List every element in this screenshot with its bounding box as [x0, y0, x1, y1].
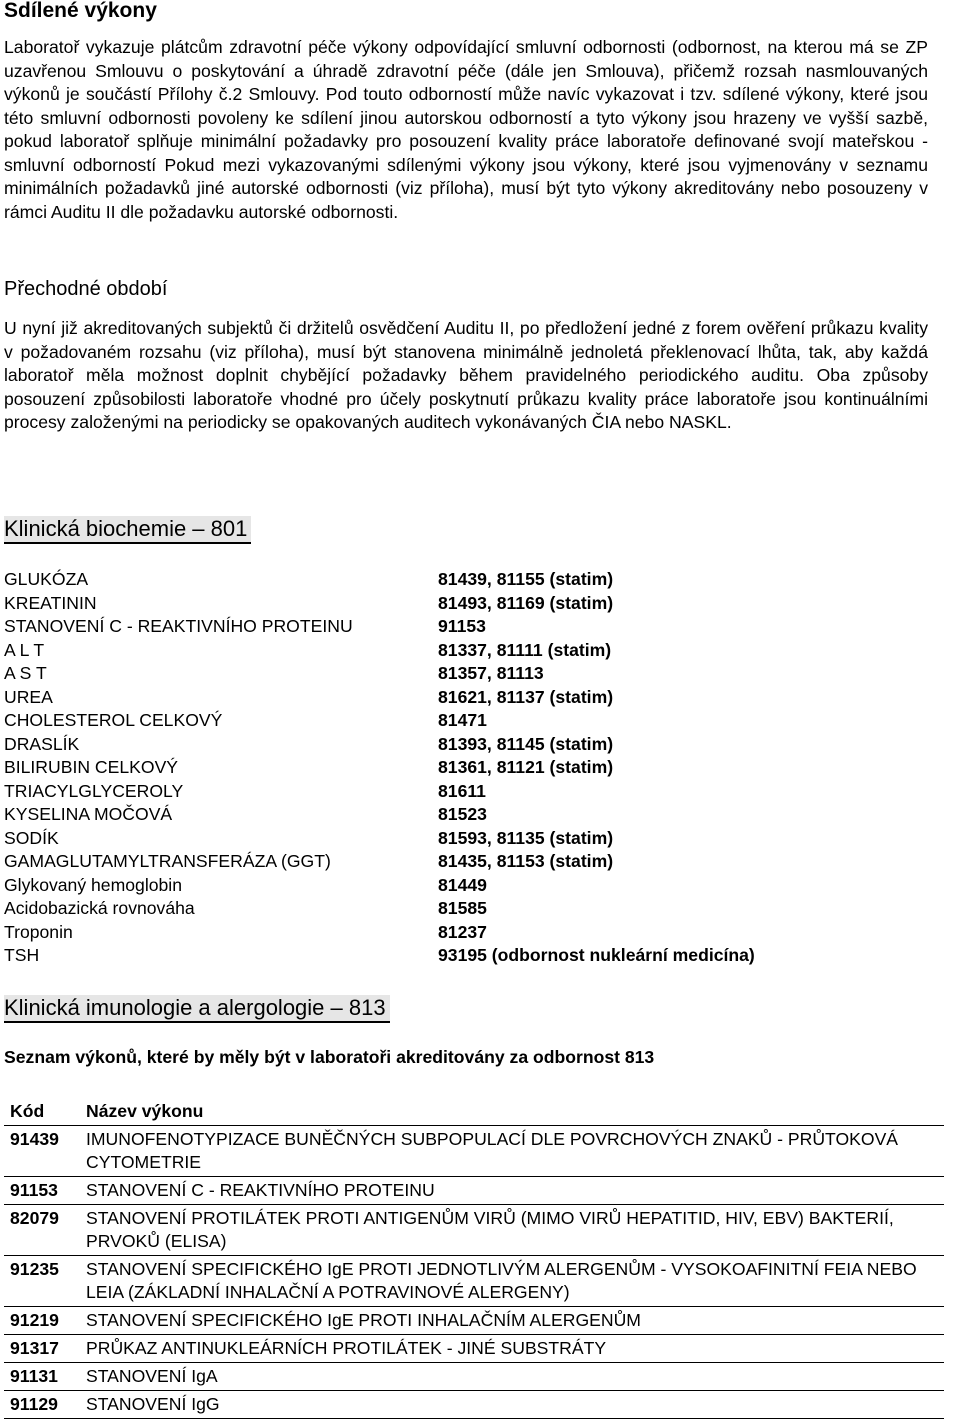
document-page [4, 0, 928, 1414]
table-row [4, 1177, 944, 1205]
biochemistry-list [4, 568, 928, 968]
list-item [4, 686, 928, 710]
list-item [4, 615, 928, 639]
list-item [4, 709, 928, 733]
test-name: KREATININ [4, 592, 97, 613]
procedure-name: IMUNOFENOTYPIZACE BUNĚČNÝCH SUBPOPULACÍ DLE POVRCHOVÝCH ZNAKŮ - PRŮTOKOVÁ CYTOMETRIE [80, 1126, 944, 1177]
test-codes: 81449 [438, 874, 487, 895]
table-row [4, 1335, 944, 1363]
list-item [4, 756, 928, 780]
list-item [4, 733, 928, 757]
test-codes: 81593, 81135 (statim) [438, 827, 614, 848]
immunology-subtitle: Seznam výkonů, které by měly být v laboratoři akreditovány za odbornost 813 [4, 1047, 655, 1067]
column-header-name: Název výkonu [80, 1098, 944, 1126]
test-codes: 81435, 81153 (statim) [438, 851, 614, 871]
test-codes: 81493, 81169 (statim) [438, 592, 614, 613]
list-item [4, 897, 928, 921]
list-item [4, 827, 928, 851]
test-name: GLUKÓZA [4, 569, 89, 589]
procedure-name: PRŮKAZ ANTINUKLEÁRNÍCH PROTILÁTEK - JINÉ SUBSTRÁTY [80, 1335, 944, 1363]
test-name: STANOVENÍ C - REAKTIVNÍHO PROTEINU [4, 616, 353, 636]
section-heading-transition: Přechodné období [4, 278, 168, 300]
table-row [4, 1126, 944, 1177]
test-codes: 81439, 81155 (statim) [438, 569, 614, 589]
table-row [4, 1363, 944, 1391]
test-codes: 81621, 81137 (statim) [438, 686, 614, 707]
section-heading-immunology-text: Klinická imunologie a alergologie – 813 [4, 995, 390, 1023]
procedure-name: STANOVENÍ IgA [80, 1363, 944, 1391]
test-name: DRASLÍK [4, 733, 80, 754]
test-name: Acidobazická rovnováha [4, 898, 195, 918]
intro-paragraph: Laboratoř vykazuje plátcům zdravotní péče výkony odpovídající smluvní odbornosti (odbornost, na kterou má se ZP uzavřenou Smlouvu o poskytování a úhradě zdravotní péče (dále jen Smlouva), přičemž rozsah nasmlouvaných výkonů je součástí Přílohy č.2 Smlouvy. Pod touto odborností může navíc vykazovat i tzv. sdílené výkony, které jsou této smluvní odbornosti povoleny ke sdílení jinou autorskou odborností a tyto výkony jsou hrazeny ve vyšší sazbě, pokud laboratoř splňuje minimální požadavky pro posouzení kvality práce laboratoře definované svojí mateřskou - smluvní odborností Pokud mezi vykazovanými sdílenými výkony jsou výkony, které jsou vyjmenovány v seznamu minimálních požadavků jiné autorské odbornosti (viz příloha), musí být tyto výkony akreditovány nebo posouzeny v rámci Auditu II dle požadavku autorské odbornosti. [4, 37, 928, 222]
table-row [4, 1205, 944, 1256]
procedure-code: 82079 [4, 1205, 80, 1256]
test-name: CHOLESTEROL CELKOVÝ [4, 710, 223, 730]
procedure-code: 91235 [4, 1256, 80, 1307]
procedure-name: STANOVENÍ IgG [80, 1391, 944, 1419]
list-item [4, 592, 928, 616]
list-item [4, 568, 928, 592]
test-name: SODÍK [4, 827, 59, 848]
test-name: A S T [4, 663, 47, 683]
test-codes: 93195 (odbornost nukleární medicína) [438, 945, 755, 965]
test-codes: 81471 [438, 710, 487, 730]
immunology-table [4, 1098, 944, 1419]
test-name: KYSELINA MOČOVÁ [4, 804, 173, 824]
test-name: A L T [4, 639, 45, 660]
procedure-code: 91317 [4, 1335, 80, 1363]
procedure-code: 91219 [4, 1307, 80, 1335]
test-codes: 81237 [438, 921, 487, 942]
list-item [4, 944, 928, 968]
procedure-code: 91153 [4, 1177, 80, 1205]
test-name: Troponin [4, 921, 73, 942]
test-codes: 81361, 81121 (statim) [438, 757, 614, 777]
section-heading-biochemistry-text: Klinická biochemie – 801 [4, 516, 251, 544]
table-row [4, 1256, 944, 1307]
test-codes: 81611 [438, 780, 486, 801]
section-heading-immunology [4, 995, 390, 1023]
list-item [4, 874, 928, 898]
test-codes: 81523 [438, 804, 487, 824]
list-item [4, 850, 928, 874]
test-codes: 81337, 81111 (statim) [438, 639, 612, 660]
test-codes: 91153 [438, 616, 486, 636]
test-name: TRIACYLGLYCEROLY [4, 780, 184, 801]
list-item [4, 662, 928, 686]
test-name: GAMAGLUTAMYLTRANSFERÁZA (GGT) [4, 851, 331, 871]
procedure-code: 91439 [4, 1126, 80, 1177]
table-header-row [4, 1098, 944, 1126]
table-row [4, 1391, 944, 1419]
list-item [4, 921, 928, 945]
test-codes: 81357, 81113 [438, 663, 544, 683]
column-header-code: Kód [4, 1098, 80, 1126]
procedure-code: 91131 [4, 1363, 80, 1391]
section-heading-biochemistry [4, 516, 251, 544]
transition-paragraph: U nyní již akreditovaných subjektů či držitelů osvědčení Auditu II, po předložení jedné z forem ověření průkazu kvality v požadovaném rozsahu (viz příloha), musí být stanovena minimálně jednoletá překlenovací lhůta, tak, aby každá laboratoř měla možnost doplnit chybějící požadavky během pravidelného periodického auditu. Oba způsoby posouzení způsobilosti laboratoře vhodné pro účely poskytnutí průkazu kvality práce laboratoře jsou kontinuálními procesy založenými na periodicky se opakovaných auditech vykonávaných ČIA nebo NASKL. [4, 318, 928, 432]
procedure-name: STANOVENÍ SPECIFICKÉHO IgE PROTI JEDNOTLIVÝM ALERGENŮM - VYSOKOAFINITNÍ FEIA NEBO LEIA (ZÁKLADNÍ INHALAČNÍ A POTRAVINOVÉ ALERGENY) [80, 1256, 944, 1307]
procedure-name: STANOVENÍ C - REAKTIVNÍHO PROTEINU [80, 1177, 944, 1205]
procedure-name: STANOVENÍ PROTILÁTEK PROTI ANTIGENŮM VIRŮ (MIMO VIRŮ HEPATITID, HIV, EBV) BAKTERIÍ, PRVOKŮ (ELISA) [80, 1205, 944, 1256]
test-codes: 81585 [438, 898, 487, 918]
list-item [4, 803, 928, 827]
test-name: TSH [4, 945, 40, 965]
immunology-table-body [4, 1126, 944, 1419]
procedure-name: STANOVENÍ SPECIFICKÉHO IgE PROTI INHALAČNÍM ALERGENŮM [80, 1307, 944, 1335]
test-name: Glykovaný hemoglobin [4, 874, 182, 895]
test-name: BILIRUBIN CELKOVÝ [4, 757, 179, 777]
test-codes: 81393, 81145 (statim) [438, 733, 614, 754]
page-title: Sdílené výkony [4, 0, 157, 22]
procedure-code: 91129 [4, 1391, 80, 1419]
test-name: UREA [4, 686, 53, 707]
table-row [4, 1307, 944, 1335]
list-item [4, 780, 928, 804]
list-item [4, 639, 928, 663]
